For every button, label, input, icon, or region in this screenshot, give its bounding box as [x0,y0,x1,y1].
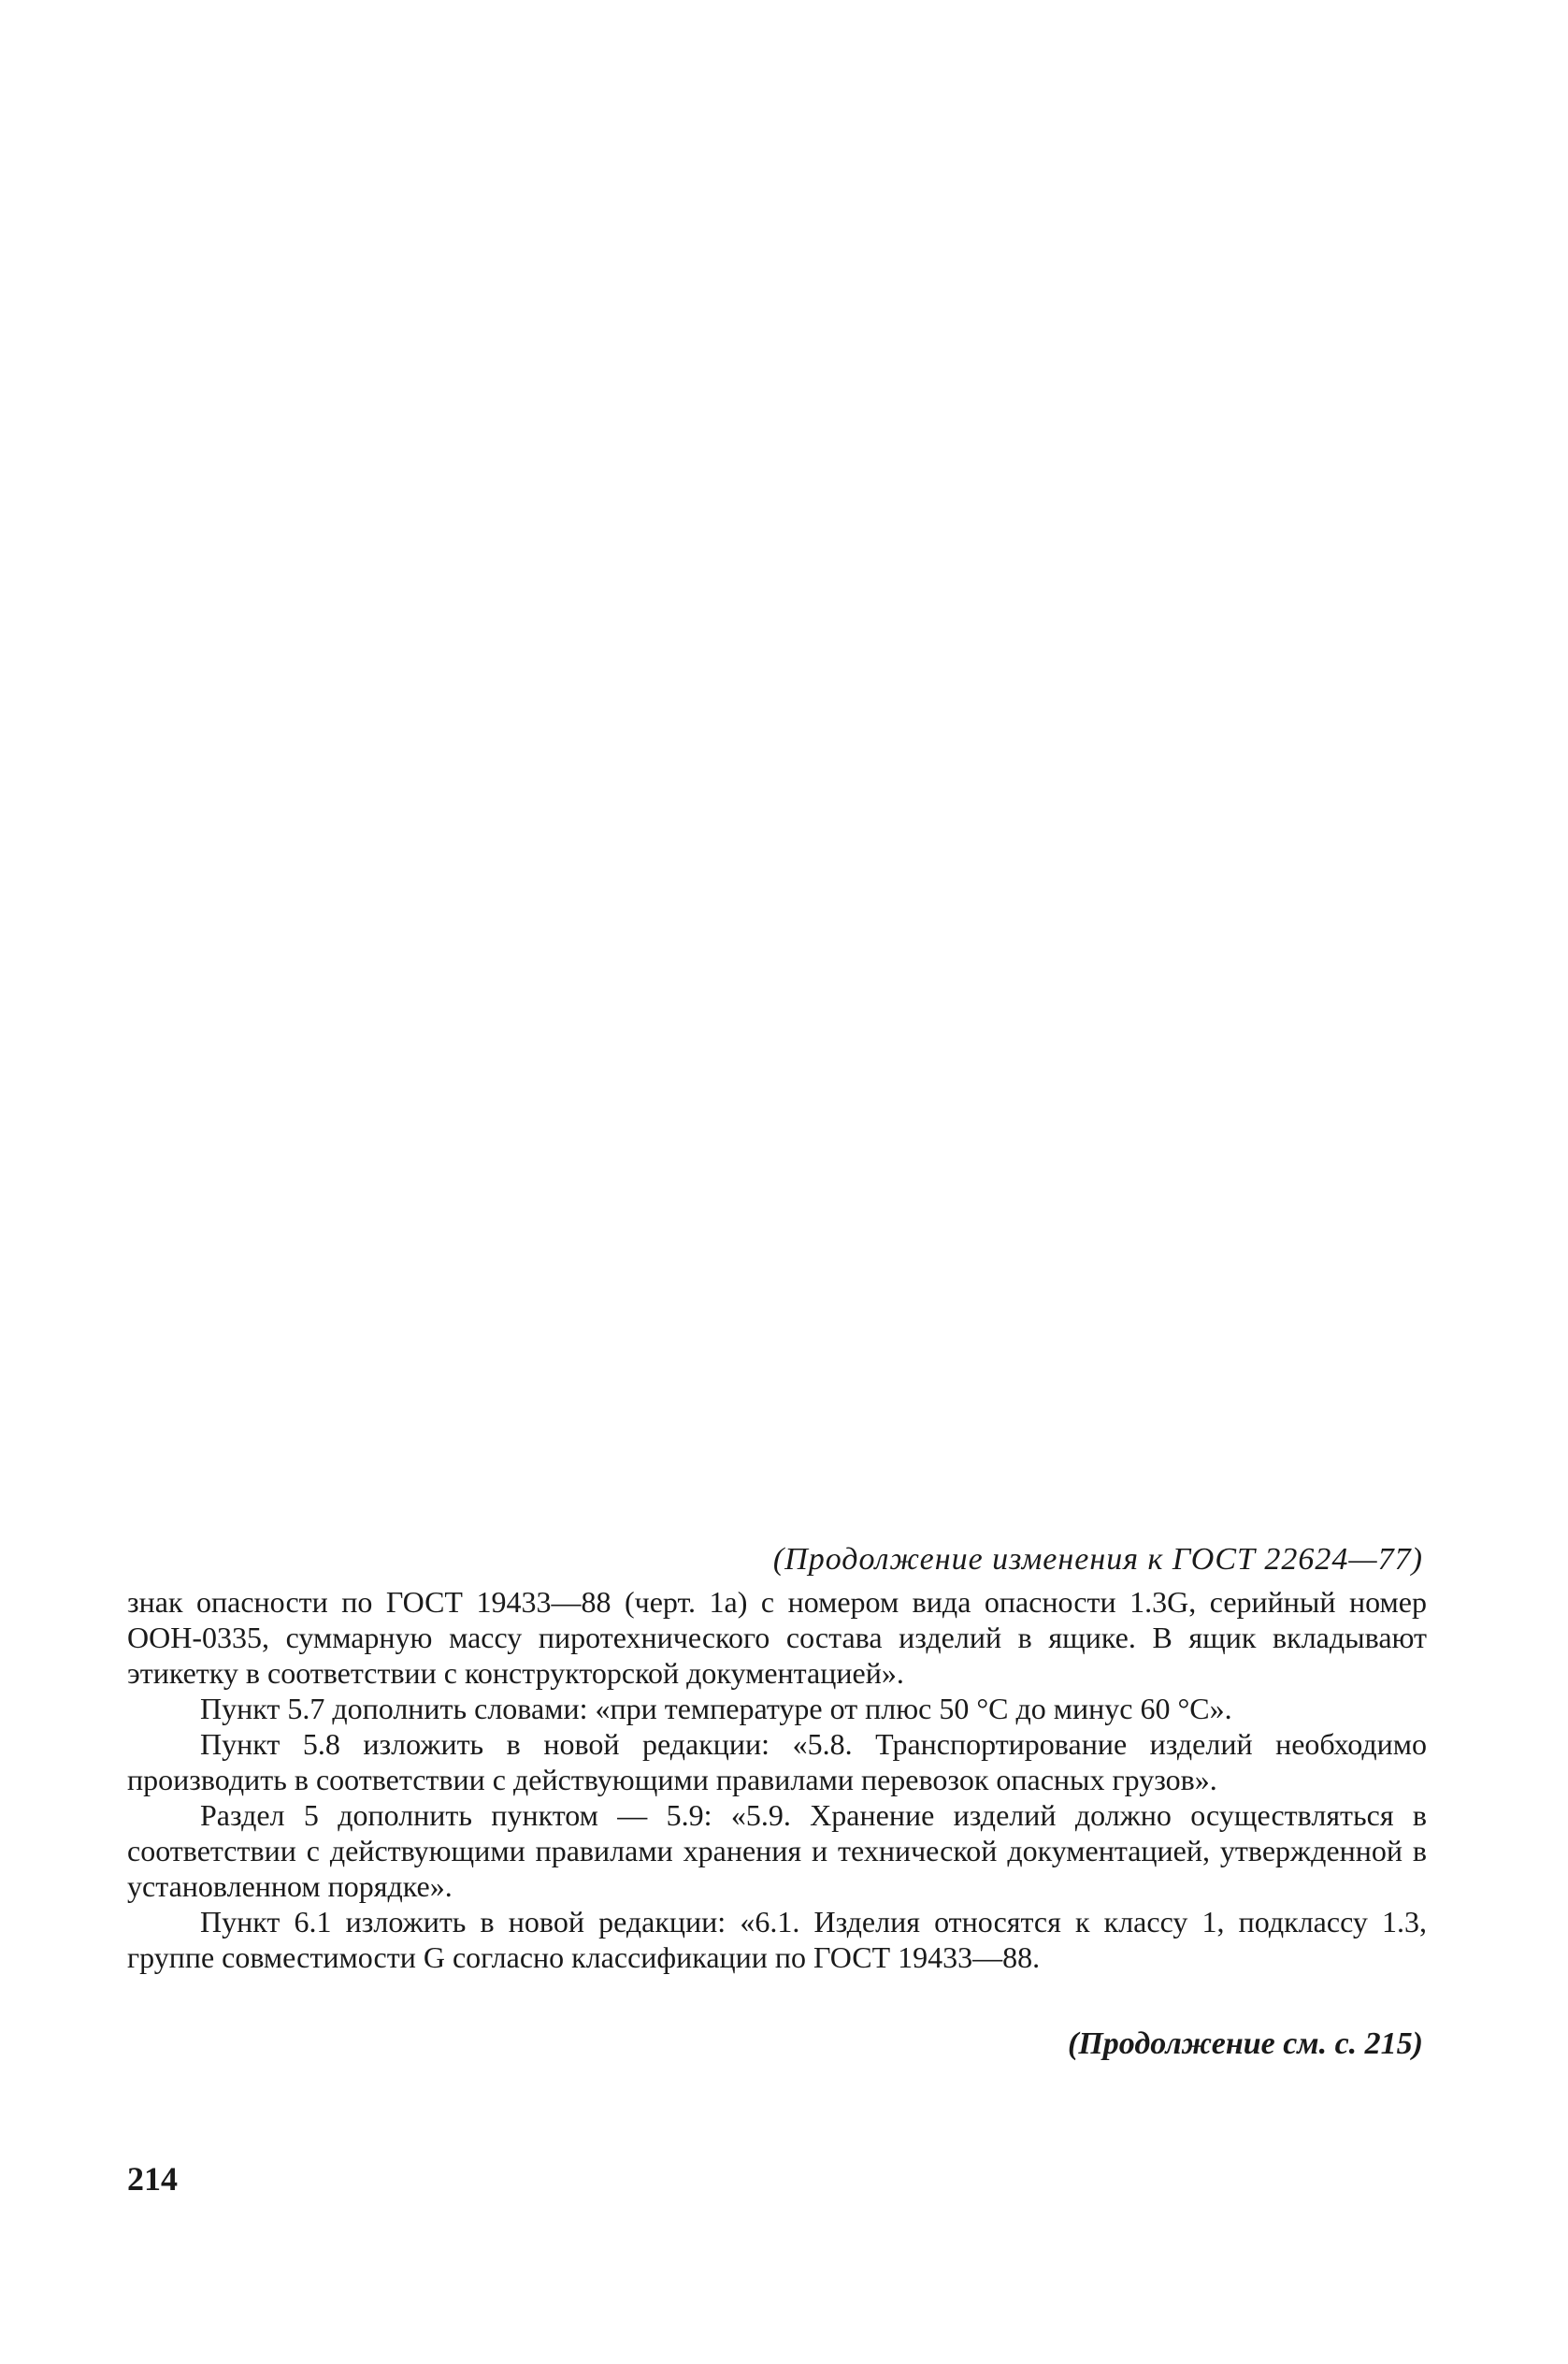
page-content [127,1541,1427,2063]
paragraph-item-5-7: Пункт 5.7 дополнить словами: «при температуре от плюс 50 °С до минус 60 °С». [200,1692,1232,1725]
paragraph-item-5-9: Раздел 5 дополнить пунктом — 5.9: «5.9. Хранение изделий должно осуществляться в соответствии с действующими правилами хранения и технической документацией, утвержденной в установленном порядке». [127,1798,1427,1903]
paragraph-item-5-8: Пункт 5.8 изложить в новой редакции: «5.8. Транспортирование изделий необходимо производить в соответствии с действующими правилами перевозок опасных грузов». [127,1727,1427,1796]
paragraph-continued: знак опасности по ГОСТ 19433—88 (черт. 1а) с номером вида опасности 1.3G, серийный номер ООН-0335, суммарную массу пиротехнического состава изделий в ящике. В ящик вкладывают этикетку в соответствии с конструкторской документацией». [127,1585,1427,1690]
page-number: 214 [127,2160,178,2198]
continuation-header: (Продолжение изменения к ГОСТ 22624—77) [772,1542,1423,1577]
body-text [127,1584,1427,1975]
paragraph-item-6-1: Пункт 6.1 изложить в новой редакции: «6.1. Изделия относятся к классу 1, подклассу 1.3, группе совместимости G согласно классификации по ГОСТ 19433—88. [127,1905,1427,1974]
continuation-footer: (Продолжение см. с. 215) [1068,2026,1423,2061]
